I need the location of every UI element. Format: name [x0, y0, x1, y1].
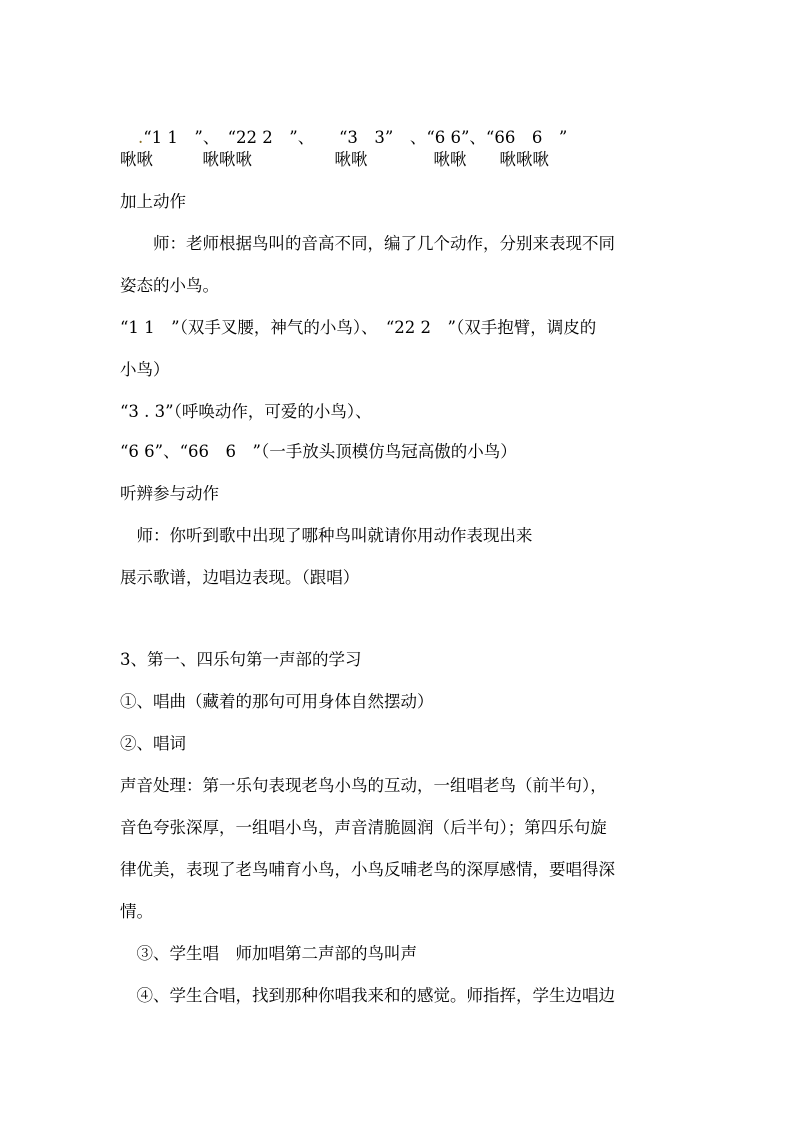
line-paragraph: “3 . 3”（呼唤动作，可爱的小鸟）、 [120, 402, 372, 421]
line-paragraph: 音色夸张深厚，一组唱小鸟，声音清脆圆润（后半句）；第四乐句旋 [120, 818, 607, 837]
line-paragraph: 小鸟） [120, 360, 170, 379]
line-heading-listen: 听辨参与动作 [120, 484, 219, 503]
line-paragraph: 律优美，表现了老鸟哺育小鸟，小鸟反哺老鸟的深厚感情，要唱得深 [120, 860, 615, 879]
line-paragraph: 师：老师根据鸟叫的音高不同，编了几个动作，分别来表现不同 [120, 234, 615, 253]
line-paragraph: “6 6”、“66 6 ”（一手放头顶模仿鸟冠高傲的小鸟） [120, 442, 517, 461]
line-paragraph: 师：你听到歌中出现了哪种鸟叫就请你用动作表现出来 [120, 526, 533, 545]
line-lyrics: 啾啾 啾啾啾 啾啾 啾啾 啾啾啾 [120, 150, 549, 169]
line-list-item: ③、学生唱 师加唱第二声部的鸟叫声 [120, 944, 417, 963]
line-list-item: ④、学生合唱，找到那种你唱我来和的感觉。师指挥，学生边唱边 [120, 986, 615, 1005]
line-paragraph: 展示歌谱，边唱边表现。（跟唱） [120, 568, 360, 587]
line-paragraph: 姿态的小鸟。 [120, 276, 219, 295]
line-text: “1 1 ”、 “22 2 ”、 “3 3” 、“6 6”、“66 6 ” [143, 128, 568, 147]
line-paragraph: 情。 [120, 902, 153, 921]
line-paragraph: “1 1 ”（双手叉腰，神气的小鸟）、 “22 2 ”（双手抱臂，调皮的 [120, 318, 597, 337]
line-heading-actions: 加上动作 [120, 192, 186, 211]
line-paragraph: 声音处理：第一乐句表现老鸟小鸟的互动，一组唱老鸟（前半句）， [120, 776, 607, 795]
mark-dot: . [137, 128, 144, 147]
line-list-item: ②、唱词 [120, 734, 186, 753]
line-section-heading: 3、第一、四乐句第一声部的学习 [120, 650, 362, 669]
line-list-item: ①、唱曲（藏着的那句可用身体自然摆动） [120, 692, 434, 711]
